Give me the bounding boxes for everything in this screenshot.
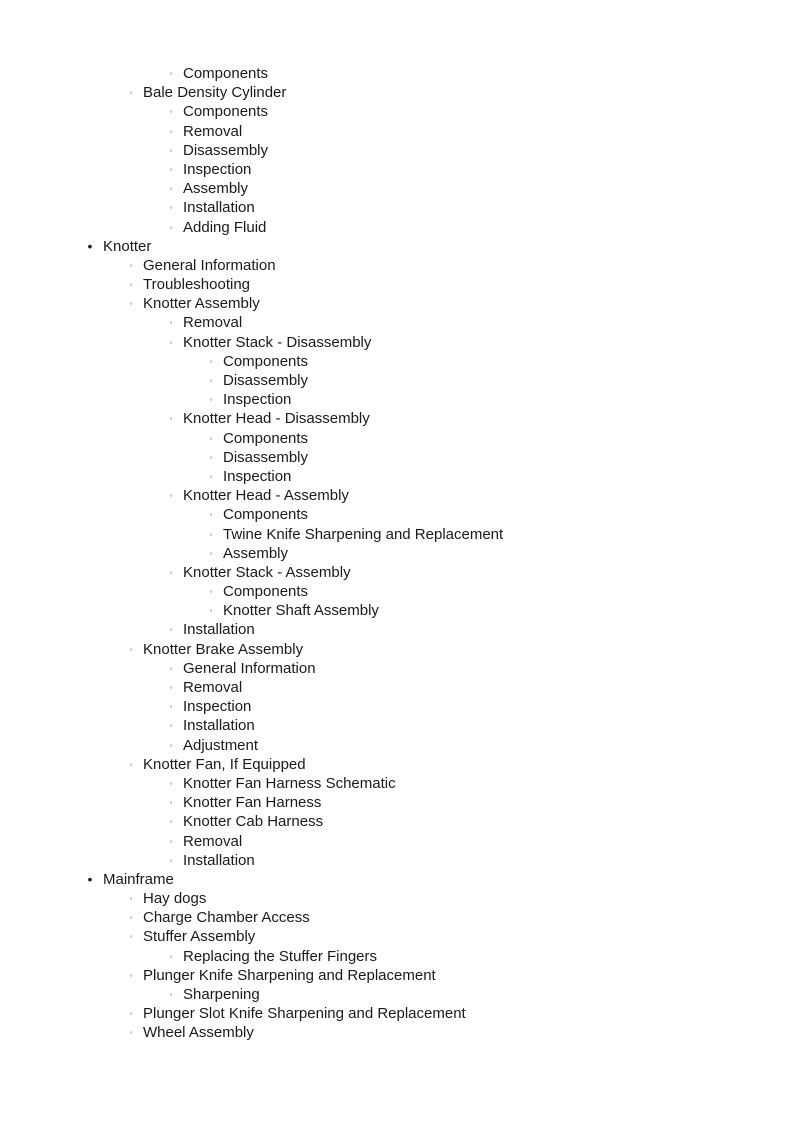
toc-entry-label: Replacing the Stuffer Fingers xyxy=(183,947,377,965)
bullet-circle-icon: ◦ xyxy=(169,817,173,827)
bullet-circle-icon: ◦ xyxy=(169,990,173,999)
toc-entry[interactable] xyxy=(0,544,794,563)
bullet-circle-icon: ◦ xyxy=(209,471,213,481)
table-of-contents xyxy=(0,64,794,1043)
toc-entry[interactable] xyxy=(0,409,794,428)
toc-entry[interactable] xyxy=(0,275,794,294)
toc-entry[interactable] xyxy=(0,985,794,1004)
toc-entry-label: Knotter Fan, If Equipped xyxy=(143,755,306,773)
bullet-circle-icon: ◦ xyxy=(209,529,213,539)
toc-entry[interactable] xyxy=(0,448,794,467)
bullet-circle-icon: ◦ xyxy=(169,683,173,692)
bullet-circle-icon: ◦ xyxy=(209,606,213,616)
toc-entry[interactable] xyxy=(0,908,794,927)
toc-entry[interactable] xyxy=(0,486,794,505)
toc-entry[interactable] xyxy=(0,563,794,582)
toc-entry-label: Adding Fluid xyxy=(183,218,267,236)
toc-entry[interactable] xyxy=(0,64,794,83)
bullet-disc-icon: • xyxy=(87,870,93,887)
bullet-circle-icon: ◦ xyxy=(169,740,173,750)
toc-entry-label: General Information xyxy=(183,659,316,677)
toc-entry-label: Stuffer Assembly xyxy=(143,928,256,946)
toc-entry-label: Disassembly xyxy=(223,372,309,389)
toc-entry[interactable] xyxy=(0,333,794,352)
toc-entry-label: Knotter Head - Disassembly xyxy=(183,410,370,428)
toc-entry[interactable] xyxy=(0,697,794,716)
bullet-circle-icon: ◦ xyxy=(129,1009,133,1019)
toc-entry-label: Bale Density Cylinder xyxy=(143,84,287,102)
toc-entry-label: Components xyxy=(223,429,309,447)
toc-entry[interactable] xyxy=(0,582,794,601)
toc-entry-label: Components xyxy=(223,352,309,370)
toc-entry-label: Inspection xyxy=(183,160,252,178)
bullet-circle-icon: ◦ xyxy=(169,855,173,865)
toc-entry[interactable] xyxy=(0,83,794,102)
bullet-circle-icon: ◦ xyxy=(169,798,173,808)
bullet-circle-icon: ◦ xyxy=(169,702,173,712)
toc-entry-label: Components xyxy=(223,506,309,524)
toc-entry[interactable] xyxy=(0,659,794,678)
bullet-circle-icon: ◦ xyxy=(129,644,133,654)
toc-entry-label: Removal xyxy=(183,679,243,696)
toc-entry[interactable] xyxy=(0,371,794,390)
toc-entry-label: Installation xyxy=(183,717,255,735)
bullet-circle-icon: ◦ xyxy=(209,433,213,443)
bullet-circle-icon: ◦ xyxy=(169,414,173,424)
toc-entry[interactable] xyxy=(0,736,794,755)
toc-entry-label: Components xyxy=(223,583,309,601)
toc-entry-label: Inspection xyxy=(183,698,252,716)
toc-entry[interactable] xyxy=(0,774,794,793)
bullet-circle-icon: ◦ xyxy=(169,222,173,232)
toc-entry[interactable] xyxy=(0,716,794,735)
bullet-circle-icon: ◦ xyxy=(209,548,213,558)
toc-entry[interactable] xyxy=(0,467,794,486)
bullet-circle-icon: ◦ xyxy=(209,510,213,520)
bullet-circle-icon: ◦ xyxy=(169,184,173,194)
toc-entry[interactable] xyxy=(0,141,794,160)
toc-entry-label: Plunger Knife Sharpening and Replacement xyxy=(143,966,436,984)
bullet-circle-icon: ◦ xyxy=(209,395,213,405)
toc-entry-label: Disassembly xyxy=(223,448,309,466)
bullet-circle-icon: ◦ xyxy=(129,913,133,923)
toc-entry[interactable] xyxy=(0,102,794,121)
bullet-disc-icon: • xyxy=(87,237,93,254)
toc-entry[interactable] xyxy=(0,160,794,179)
toc-entry[interactable] xyxy=(0,812,794,831)
bullet-circle-icon: ◦ xyxy=(169,836,173,846)
toc-entry[interactable] xyxy=(0,179,794,198)
bullet-circle-icon: ◦ xyxy=(169,69,173,78)
toc-entry-label: Wheel Assembly xyxy=(143,1024,254,1042)
toc-entry[interactable] xyxy=(0,927,794,946)
toc-entry[interactable] xyxy=(0,832,794,851)
toc-entry-label: Components xyxy=(183,65,269,82)
toc-entry-label: Inspection xyxy=(223,391,292,409)
toc-entry[interactable] xyxy=(0,525,794,544)
bullet-circle-icon: ◦ xyxy=(129,970,133,980)
bullet-circle-icon: ◦ xyxy=(169,567,173,577)
toc-entry-label: Sharpening xyxy=(183,986,260,1003)
toc-entry-label: Hay dogs xyxy=(143,890,207,908)
toc-entry[interactable] xyxy=(0,429,794,448)
toc-entry[interactable] xyxy=(0,218,794,237)
bullet-circle-icon: ◦ xyxy=(129,1028,133,1038)
toc-entry-label: Disassembly xyxy=(183,141,269,159)
toc-entry-label: Installation xyxy=(183,199,255,217)
bullet-circle-icon: ◦ xyxy=(169,107,173,117)
toc-entry-label: Knotter Shaft Assembly xyxy=(223,602,379,620)
toc-entry-label: Removal xyxy=(183,122,243,140)
toc-entry-label: Knotter Brake Assembly xyxy=(143,640,304,658)
bullet-circle-icon: ◦ xyxy=(209,376,213,385)
toc-entry[interactable] xyxy=(0,755,794,774)
toc-entry-label: Mainframe xyxy=(103,870,174,888)
bullet-circle-icon: ◦ xyxy=(169,625,173,635)
toc-entry[interactable] xyxy=(0,390,794,409)
toc-entry-label: Installation xyxy=(183,851,255,869)
toc-entry-label: Assembly xyxy=(223,544,289,562)
toc-entry-label: Removal xyxy=(183,314,243,332)
toc-entry[interactable] xyxy=(0,678,794,697)
toc-entry-label: Assembly xyxy=(183,180,249,198)
toc-entry[interactable] xyxy=(0,256,794,275)
toc-entry[interactable] xyxy=(0,313,794,332)
bullet-circle-icon: ◦ xyxy=(129,88,133,98)
bullet-circle-icon: ◦ xyxy=(169,164,173,174)
bullet-circle-icon: ◦ xyxy=(129,299,133,309)
bullet-circle-icon: ◦ xyxy=(129,894,133,904)
bullet-circle-icon: ◦ xyxy=(129,932,133,942)
bullet-circle-icon: ◦ xyxy=(209,587,213,597)
toc-entry-label: Adjustment xyxy=(183,736,259,754)
bullet-circle-icon: ◦ xyxy=(129,260,133,270)
toc-entry-label: Knotter Cab Harness xyxy=(183,813,324,831)
bullet-circle-icon: ◦ xyxy=(169,663,173,673)
toc-entry[interactable] xyxy=(0,870,794,889)
toc-entry[interactable] xyxy=(0,851,794,870)
bullet-circle-icon: ◦ xyxy=(169,951,173,961)
toc-entry-label: Removal xyxy=(183,832,243,850)
toc-entry[interactable] xyxy=(0,601,794,620)
toc-entry[interactable] xyxy=(0,1023,794,1042)
toc-entry-label: Troubleshooting xyxy=(143,276,251,294)
toc-entry-label: Inspection xyxy=(223,467,292,485)
toc-entry[interactable] xyxy=(0,620,794,639)
bullet-circle-icon: ◦ xyxy=(209,452,213,462)
toc-entry-label: Plunger Slot Knife Sharpening and Replacement xyxy=(143,1005,466,1023)
toc-entry[interactable] xyxy=(0,198,794,217)
toc-entry-label: Components xyxy=(183,103,269,121)
toc-entry-label: Knotter Head - Assembly xyxy=(183,487,349,505)
bullet-circle-icon: ◦ xyxy=(209,356,213,366)
bullet-circle-icon: ◦ xyxy=(169,145,173,155)
bullet-circle-icon: ◦ xyxy=(169,203,173,213)
bullet-circle-icon: ◦ xyxy=(169,778,173,788)
bullet-circle-icon: ◦ xyxy=(169,337,173,347)
toc-entry[interactable] xyxy=(0,640,794,659)
toc-entry[interactable] xyxy=(0,966,794,985)
toc-entry[interactable] xyxy=(0,889,794,908)
toc-entry[interactable] xyxy=(0,294,794,313)
toc-entry[interactable] xyxy=(0,237,794,256)
toc-entry[interactable] xyxy=(0,352,794,371)
toc-entry[interactable] xyxy=(0,505,794,524)
toc-entry-label: Twine Knife Sharpening and Replacement xyxy=(223,525,504,543)
toc-entry-label: Knotter Stack - Disassembly xyxy=(183,333,372,351)
toc-entry-label: Knotter Stack - Assembly xyxy=(183,563,351,581)
toc-entry[interactable] xyxy=(0,122,794,141)
toc-entry-label: Knotter Assembly xyxy=(143,295,260,313)
toc-entry-label: Knotter Fan Harness xyxy=(183,794,322,812)
toc-entry[interactable] xyxy=(0,1004,794,1023)
bullet-circle-icon: ◦ xyxy=(129,759,133,769)
bullet-circle-icon: ◦ xyxy=(169,126,173,136)
bullet-circle-icon: ◦ xyxy=(129,280,133,290)
bullet-circle-icon: ◦ xyxy=(169,318,173,328)
toc-entry-label: General Information xyxy=(143,256,276,274)
toc-entry[interactable] xyxy=(0,947,794,966)
toc-entry-label: Charge Chamber Access xyxy=(143,909,310,927)
bullet-circle-icon: ◦ xyxy=(169,721,173,731)
toc-entry-label: Installation xyxy=(183,621,255,639)
bullet-circle-icon: ◦ xyxy=(169,491,173,501)
toc-entry-label: Knotter xyxy=(103,237,152,255)
toc-entry[interactable] xyxy=(0,793,794,812)
toc-entry-label: Knotter Fan Harness Schematic xyxy=(183,774,396,792)
